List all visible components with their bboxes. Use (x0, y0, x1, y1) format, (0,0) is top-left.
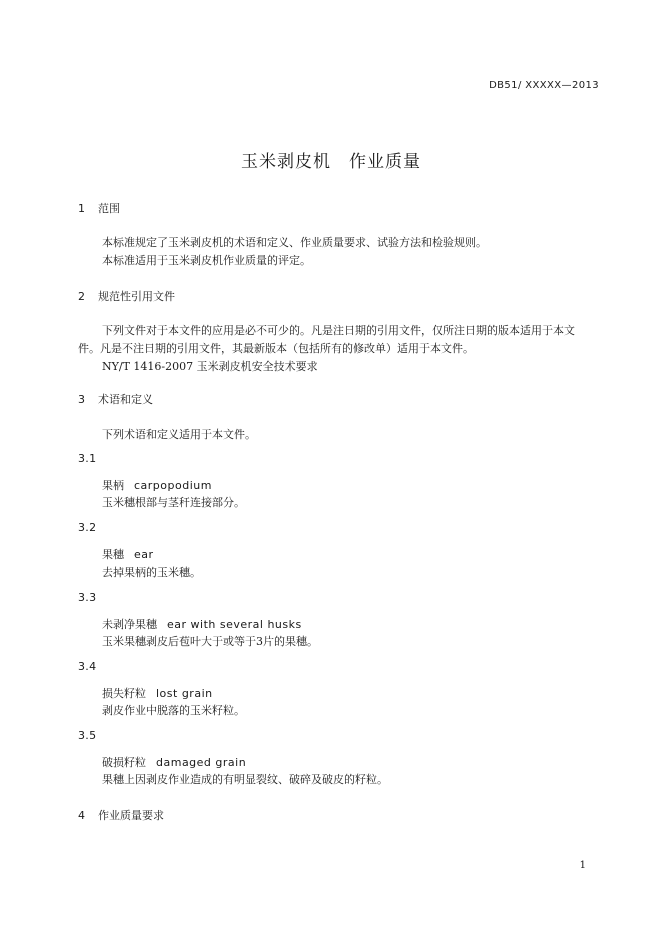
term-number: 3.1 (78, 452, 97, 465)
section-1-heading (78, 200, 120, 216)
section-number: 2 (78, 290, 85, 303)
document-code: DB51/ XXXXX—2013 (489, 80, 599, 91)
section-2-heading (78, 288, 175, 304)
section-title: 范围 (98, 202, 120, 215)
paragraph-line: 件。凡是不注日期的引用文件，其最新版本（包括所有的修改单）适用于本文件。 (78, 342, 474, 355)
term-number: 3.2 (78, 521, 97, 534)
section-title: 作业质量要求 (98, 809, 164, 822)
term-name (102, 754, 246, 770)
term-name-en: ear (134, 548, 154, 561)
section-title: 规范性引用文件 (98, 290, 175, 303)
term-name-zh: 损失籽粒 (102, 687, 146, 700)
page-title: 玉米剥皮机 作业质量 (241, 152, 421, 172)
section-3-heading (78, 391, 153, 407)
term-name-en: lost grain (156, 687, 213, 700)
term-name-zh: 果柄 (102, 479, 124, 492)
term-number: 3.4 (78, 660, 97, 673)
term-definition: 玉米果穗剥皮后苞叶大于或等于3片的果穗。 (102, 635, 318, 648)
term-name (102, 546, 154, 562)
paragraph: 本标准适用于玉米剥皮机作业质量的评定。 (102, 254, 311, 267)
normative-reference: NY/T 1416-2007 玉米剥皮机安全技术要求 (102, 360, 318, 373)
term-name-zh: 未剥净果穗 (102, 618, 157, 631)
term-name-en: carpopodium (134, 479, 212, 492)
section-title: 术语和定义 (98, 393, 153, 406)
term-definition: 果穗上因剥皮作业造成的有明显裂纹、破碎及破皮的籽粒。 (102, 773, 388, 786)
paragraph: 下列术语和定义适用于本文件。 (102, 428, 256, 441)
term-definition: 去掉果柄的玉米穗。 (102, 566, 201, 579)
term-name-zh: 破损籽粒 (102, 756, 146, 769)
section-number: 3 (78, 393, 85, 406)
paragraph: 本标准规定了玉米剥皮机的术语和定义、作业质量要求、试验方法和检验规则。 (102, 236, 487, 249)
term-definition: 剥皮作业中脱落的玉米籽粒。 (102, 704, 245, 717)
term-number: 3.5 (78, 729, 97, 742)
term-definition: 玉米穗根部与茎秆连接部分。 (102, 496, 245, 509)
section-4-heading (78, 807, 164, 823)
term-name-en: ear with several husks (167, 618, 302, 631)
paragraph-line: 下列文件对于本文件的应用是必不可少的。凡是注日期的引用文件，仅所注日期的版本适用于本文 (102, 324, 575, 337)
section-number: 1 (78, 202, 85, 215)
term-name-en: damaged grain (156, 756, 247, 769)
section-number: 4 (78, 809, 85, 822)
term-name-zh: 果穗 (102, 548, 124, 561)
page-number: 1 (579, 860, 586, 871)
term-name (102, 685, 213, 701)
term-name (102, 477, 212, 493)
term-number: 3.3 (78, 591, 97, 604)
term-name (102, 616, 302, 632)
